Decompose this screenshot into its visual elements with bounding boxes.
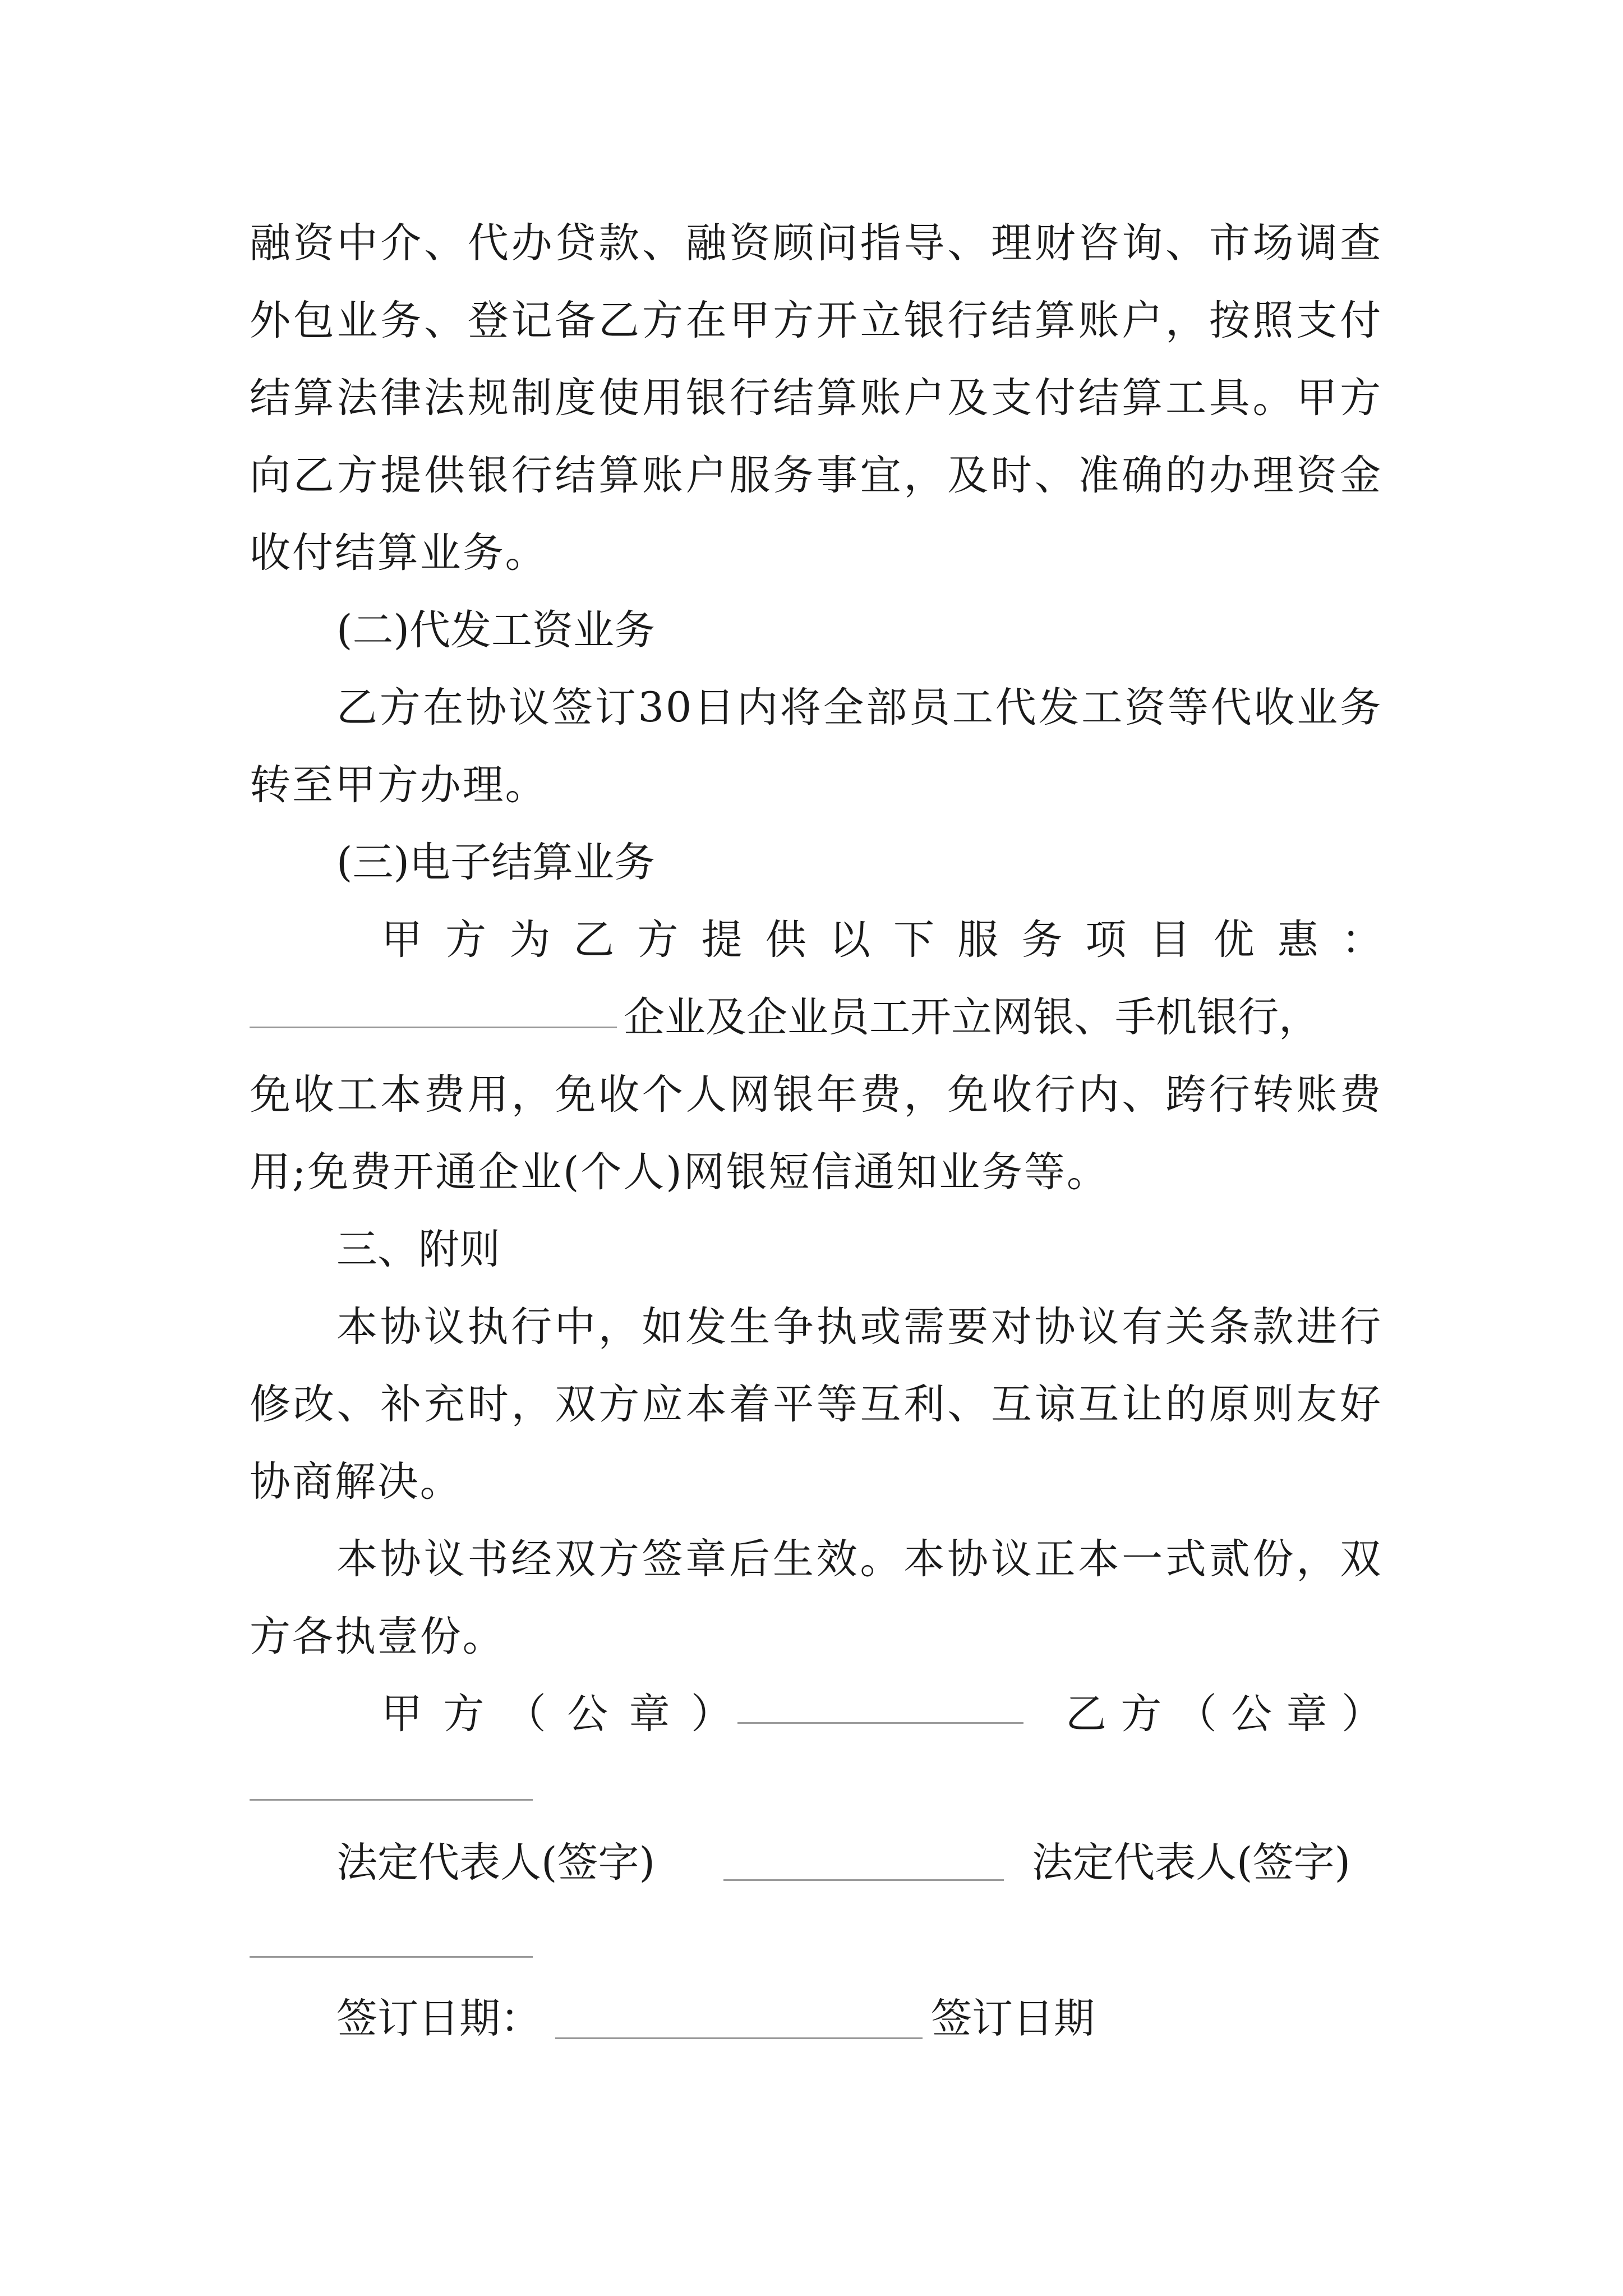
char: 惠 [1277,916,1318,964]
char: 公 [1231,1690,1272,1738]
paragraph-discount-intro [381,901,1382,979]
party-a-representative-blank[interactable] [723,1879,1004,1881]
char: ） [690,1690,732,1738]
party-a-date-label: 签订日期： [336,1995,541,2042]
party-b-representative-label: 法定代表人(签字) [1032,1839,1350,1887]
char: （ [1175,1690,1217,1738]
party-a-date-blank[interactable] [555,2037,923,2039]
party-a-seal-blank[interactable] [737,1722,1023,1724]
party-b-representative-blank[interactable] [250,1956,533,1958]
party-a-seal-label [381,1676,732,1753]
char: 方 [443,1690,485,1738]
char: 公 [567,1690,608,1738]
section-heading-supplementary: 三、附则 [336,1226,500,1273]
paragraph-settlement: 融资中介、代办贷款、融资顾问指导、理财咨询、市场调查外包业务、登记备乙方在甲方开立银行结算账户，按照支付结算法律法规制度使用银行结算账户及支付结算工具。甲方向乙方提供银行结算账户服务事宜，及时、准确的办理资金收付结算业务。 [250,219,1382,577]
char: 提 [701,916,743,964]
party-b-seal-blank[interactable] [250,1799,533,1801]
char: 乙 [573,916,615,964]
char: 章 [1286,1690,1327,1738]
char: 以 [829,916,870,964]
party-a-representative-label: 法定代表人(签字) [336,1839,655,1887]
char: 甲 [381,916,422,964]
char: （ [505,1690,546,1738]
char: 服 [957,916,999,964]
char: 目 [1149,916,1191,964]
char: 优 [1213,916,1255,964]
paragraph-discount-details: 免收工本费用，免收个人网银年费，免收行内、跨行转账费用;免费开通企业(个人)网银短信通知业务等。 [250,1071,1382,1196]
char: 章 [629,1690,670,1738]
paragraph-payroll: 乙方在协议签订30日内将全部员工代发工资等代收业务转至甲方办理。 [250,684,1382,809]
char: 方 [445,916,487,964]
char: ） [1341,1690,1382,1738]
fill-in-blank-services[interactable] [250,1027,617,1028]
char: 务 [1021,916,1063,964]
char: 下 [893,916,934,964]
heading-payroll-service: (二)代发工资业务 [336,606,655,654]
char: 为 [509,916,551,964]
char: 甲 [381,1690,422,1738]
char: 乙 [1066,1690,1106,1738]
paragraph-effectiveness: 本协议书经双方签章后生效。本协议正本一式贰份，双方各执壹份。 [250,1535,1382,1660]
paragraph-discount-services: 企业及企业员工开立网银、手机银行， [624,993,1320,1041]
party-b-seal-label [1066,1676,1382,1753]
char: ： [1341,916,1382,964]
party-b-date-label: 签订日期 [931,1995,1095,2042]
char: 供 [765,916,806,964]
char: 项 [1085,916,1127,964]
char: 方 [1121,1690,1162,1738]
char: 方 [637,916,679,964]
heading-e-settlement: (三)电子结算业务 [336,839,655,886]
paragraph-disputes: 本协议执行中，如发生争执或需要对协议有关条款进行修改、补充时，双方应本着平等互利、互谅互让的原则友好协商解决。 [250,1303,1382,1506]
